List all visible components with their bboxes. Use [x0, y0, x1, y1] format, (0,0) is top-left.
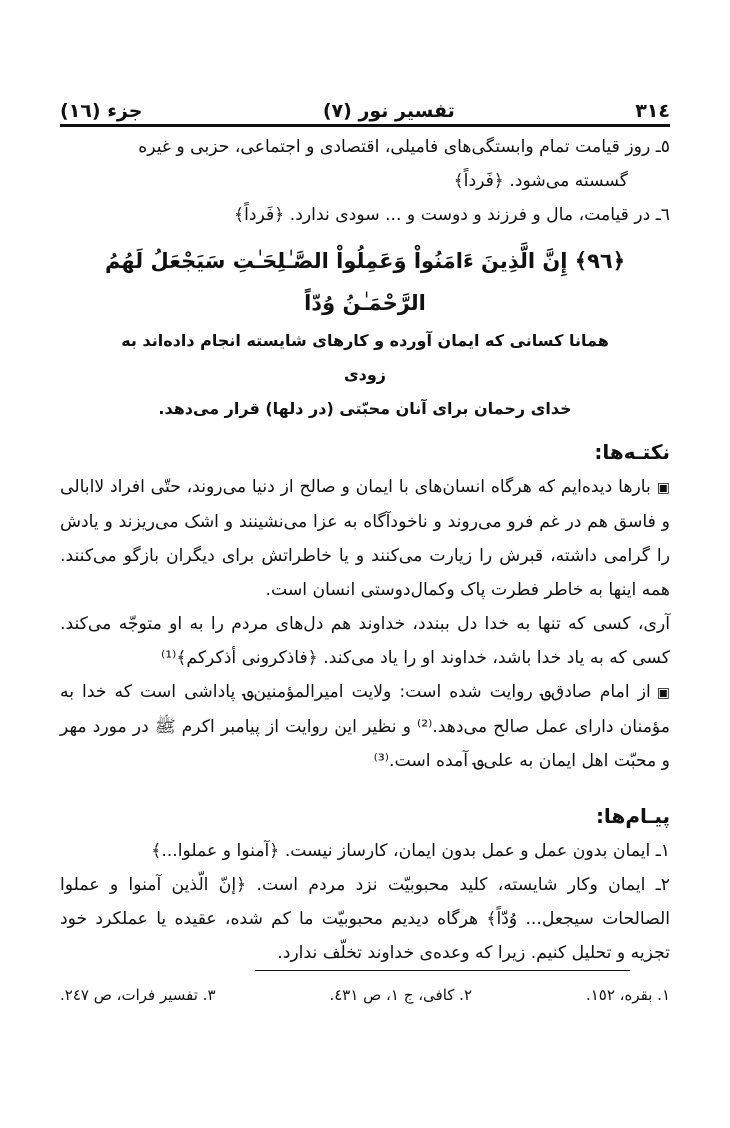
square-bullet-icon: ▣ — [656, 480, 670, 496]
notes-title: نکتـه‌ها: — [594, 440, 670, 464]
note-1-text: بارها دیده‌ایم که هرگاه انسان‌های با ایمان و صالح از دنیا می‌روند، حتّی افراد لاابالی و فاسق هم در غم فرو می‌روند و ناخودآگاه به عزا می‌نشینند و اشک می‌ریزند و یادش را گرامی داشته، قبرش را زیارت می‌کنند و یا خاطراتش برای دیگران بازگو می‌کنند. همه اینها به خاطر فطرت پاک وکمال‌دوستی انسان است. — [60, 477, 670, 600]
verse-translation-line2: خدای رحمان برای آنان محبّتی (در دلها) قرار می‌دهد. — [158, 399, 572, 418]
intro-point-6: ٦ـ در قیامت، مال و فرزند و دوست و ... سودی ندارد. ﴿فَرداً﴾ — [234, 205, 670, 225]
message-2: ٢ـ ایمان وکار شایسته، کلید محبوبیّت نزد مردم است. ﴿إنّ الّذین آمنوا و عملوا الصالحات سیجعل... وُدّاً﴾ هرگاه دیدیم محبوبیّت ما کم شده، عقیده یا عملکرد خود تجزیه و تحلیل کنیم. زیرا که وعده‌ی خداوند تخلّف ندارد. — [60, 875, 670, 963]
part-number: جزء (١٦) — [60, 100, 143, 122]
book-title: تفسیر نور (٧) — [322, 100, 455, 122]
page-number: ٣١٤ — [635, 100, 670, 122]
verse-translation-line1: همانا کسانی که ایمان آورده و کارهای شایسته انجام داده‌اند به زودی — [121, 331, 609, 384]
footnote-divider — [255, 970, 630, 971]
header-divider — [60, 124, 670, 127]
messages-title: پیـام‌ها: — [595, 804, 670, 828]
note-1 — [60, 470, 670, 607]
footnote-3: ٣. تفسیر فرات، ص ٢٤٧. — [60, 986, 216, 1004]
footnote-2: ٢. کافی، ج ١، ص ٤٣١. — [329, 986, 473, 1004]
note-2-text: از امام صادق؈ روایت شده است: ولایت امیرالمؤمنین؈ پاداشی است که خدا به مؤمنان دارای عمل صالح می‌دهد.⁽²⁾ و نظیر این روایت از پیامبر اکرم ﷺ در مورد مهر و محبّت اهل ایمان به علی؈ آمده است.⁽³⁾ — [60, 682, 670, 771]
note-1-continued: آری، کسی که تنها به خدا دل ببندد، خداوند هم دل‌های مردم را به او متوجّه می‌کند. کسی که به یاد خدا باشد، خداوند او را یاد می‌کند. ﴿فاذکرونی أذکرکم﴾⁽¹⁾ — [60, 614, 670, 668]
message-1: ١ـ ایمان بدون عمل و عمل بدون ایمان، کارساز نیست. ﴿آمنوا و عملوا...﴾ — [151, 841, 670, 861]
note-2 — [60, 675, 670, 778]
running-header — [60, 88, 670, 122]
page-body — [60, 130, 670, 970]
spacer — [60, 778, 670, 790]
intro-point-5-cont: گسسته می‌شود. ﴿فَرداً﴾ — [453, 171, 628, 191]
intro-point-5: ٥ـ روز قیامت تمام وابستگی‌های فامیلی، اقتصادی و اجتماعی، حزبی و غیره — [138, 137, 670, 157]
square-bullet-icon: ▣ — [656, 685, 670, 701]
footnote-1: ١. بقره، ١٥٢. — [585, 986, 670, 1004]
quran-verse: ﴿٩٦﴾ إِنَّ الَّذِينَ ءَامَنُواْ وَعَمِلُواْ الصَّـٰلِحَـٰتِ سَيَجْعَلُ لَهُمُ الرَّحْمَـٰنُ وُدّاً — [104, 249, 626, 315]
footnotes — [60, 986, 670, 1004]
